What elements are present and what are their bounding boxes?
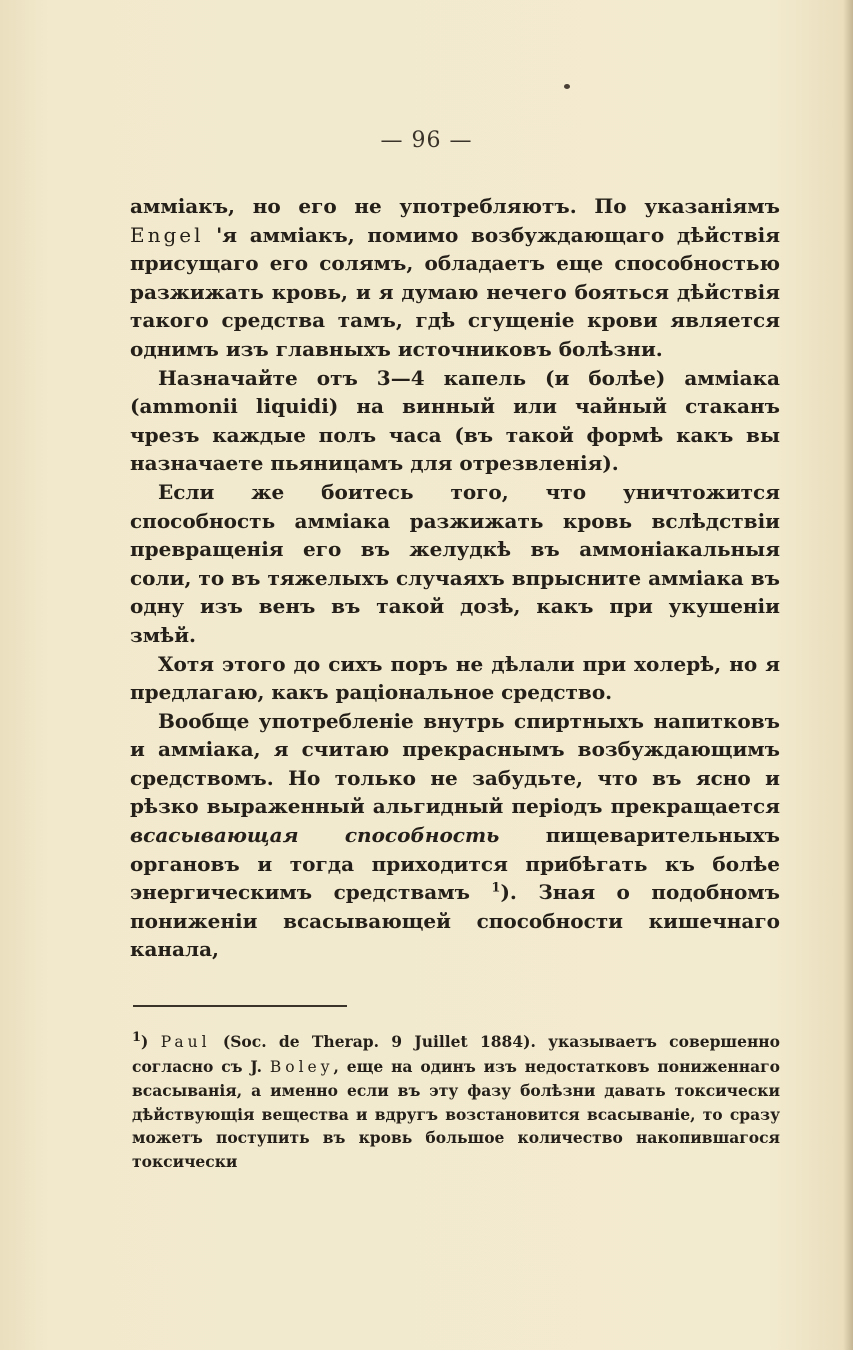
footnote-name: Boley <box>269 1057 334 1076</box>
paragraph-3: Если же боитесь того, что уничтожится способность амміака разжижать кровь вслѣдствіи превращенія его въ желудкѣ въ аммоніакальныя соли, то въ тяжелыхъ случаяхъ впрысните амміака въ одну изъ венъ въ такой дозѣ, какъ при укушеніи змѣй. <box>130 479 780 647</box>
text-run: 'я амміакъ, помимо возбуждающаго дѣйствія присущаго его солямъ, обладаетъ еще способностью разжижать кровь, и я думаю нечего бояться дѣйствія такого средства тамъ, гдѣ сгущеніе крови является однимъ изъ главныхъ источниковъ болѣзни. <box>130 222 780 361</box>
main-text <box>130 192 780 964</box>
page-number: — 96 — <box>380 128 473 153</box>
text-run: амміакъ, но его не употребляютъ. По указаніямъ <box>130 194 780 218</box>
text-run: ). Зная о подобномъ пониженіи всасывающей способности кишечнаго канала, <box>130 880 781 962</box>
footnote-marker: 1 <box>132 1029 142 1045</box>
footnote-reference: 1 <box>491 880 501 896</box>
footnote-author: Paul <box>160 1033 211 1051</box>
author-name-engel: Engel <box>130 222 204 247</box>
paragraph-2: Назначайте отъ 3—4 капель (и болѣе) амміака (ammonii liquidi) на винный или чайный стаканъ чрезъ каждые полъ часа (въ такой формѣ какъ вы назначаете пьяницамъ для отрезвленія). <box>130 365 780 476</box>
paragraph-5 <box>130 707 780 964</box>
footnote-text: (Soc. de Therap. 9 Juillet 1884). указываетъ совершенно согласно съ J. <box>132 1032 780 1076</box>
text-run: пищеварительныхъ органовъ и тогда приходится прибѣгать къ болѣе энергическимъ средствамъ <box>130 823 780 905</box>
ink-speck <box>564 84 570 89</box>
paragraph-4: Хотя этого до сихъ поръ не дѣлали при холерѣ, но я предлагаю, какъ раціональное средство. <box>130 651 780 705</box>
paragraph-1 <box>130 192 780 364</box>
text-run: Вообще употребленіе внутрь спиртныхъ напитковъ и амміака, я считаю прекраснымъ возбуждающимъ средствомъ. Но только не забудьте, что въ ясно и рѣзко выраженный альгидный періодъ прекращается <box>130 708 780 819</box>
emphasized-term: всасывающая способность <box>130 823 500 848</box>
page-edge-shadow <box>843 0 853 1350</box>
footnote <box>132 1030 780 1173</box>
footnote-divider <box>133 1005 347 1007</box>
footnote-text-cont: , еще на одинъ изъ недостатковъ пониженнаго всасыванія, а именно если въ эту фазу болѣзни давать токсически дѣйствующія вещества и вдругъ возстановится всасываніе, то сразу можетъ поступить въ кровь большое количество накопившагося токсически <box>132 1056 780 1171</box>
footnote-marker-paren: ) <box>141 1032 149 1051</box>
